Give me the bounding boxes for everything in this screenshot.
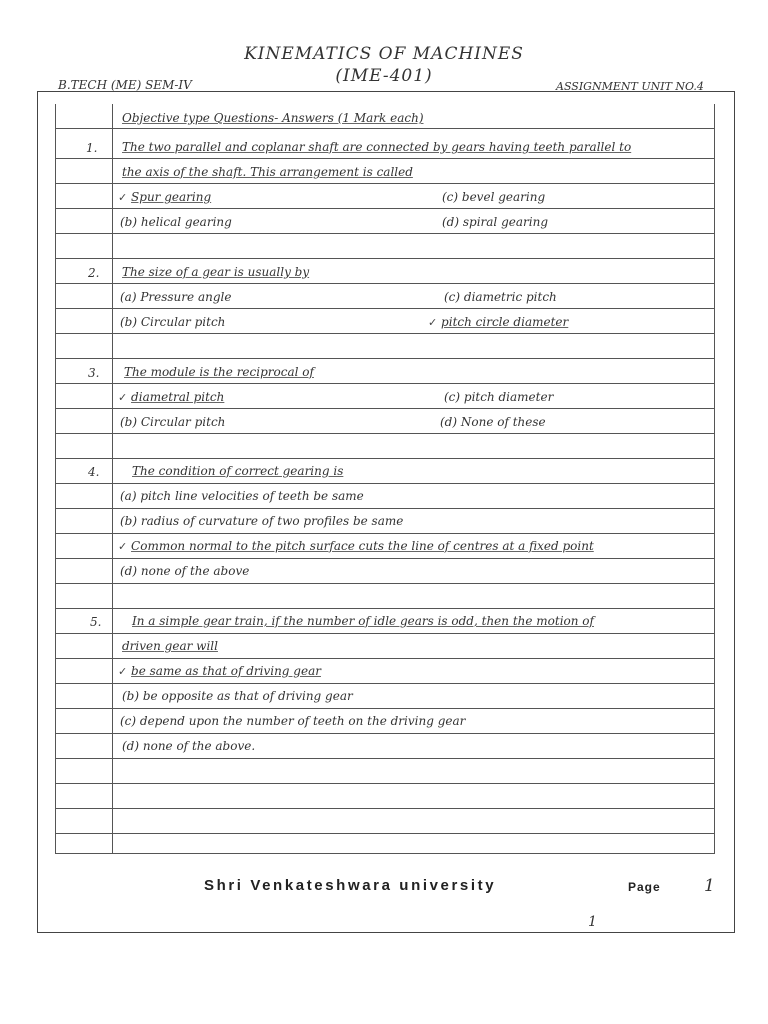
option-a: (a) pitch line velocities of teeth be same	[120, 489, 364, 503]
question-number: 4.	[88, 465, 100, 479]
option-b: (b) radius of curvature of two profiles be same	[120, 514, 404, 528]
rule-line	[55, 683, 715, 684]
question-text-continued: driven gear will	[122, 639, 218, 653]
rule-line	[55, 208, 715, 209]
option-b: (b) Circular pitch	[120, 315, 226, 329]
question-text: The size of a gear is usually by	[122, 265, 310, 279]
option-b: (b) Circular pitch	[120, 415, 226, 429]
option-d-text: pitch circle diameter	[441, 315, 569, 329]
question-text: The two parallel and coplanar shaft are connected by gears having teeth parallel to	[122, 140, 632, 154]
document-title: KINEMATICS OF MACHINES	[244, 44, 524, 64]
rule-line	[55, 258, 715, 259]
rule-line	[55, 128, 715, 129]
tick-mark-icon: ✓	[118, 391, 128, 404]
option-d	[428, 315, 568, 329]
question-text: The condition of correct gearing is	[132, 464, 344, 478]
option-b: (b) be opposite as that of driving gear	[122, 689, 353, 703]
rule-line	[55, 583, 715, 584]
rule-line	[55, 733, 715, 734]
page-label: Page	[628, 880, 661, 894]
rule-line	[55, 433, 715, 434]
rule-line	[55, 158, 715, 159]
rule-line	[55, 183, 715, 184]
rule-line	[55, 758, 715, 759]
option-a	[118, 190, 211, 204]
tick-mark-icon: ✓	[118, 665, 128, 678]
rule-line	[55, 608, 715, 609]
option-d: (d) spiral gearing	[442, 215, 549, 229]
rule-line	[55, 558, 715, 559]
assignment-unit-label: ASSIGNMENT UNIT NO.4	[556, 80, 704, 93]
question-number: 2.	[88, 266, 100, 280]
margin-line	[112, 104, 113, 854]
rule-line	[55, 533, 715, 534]
rule-line	[55, 408, 715, 409]
option-a	[118, 390, 224, 404]
option-c: (c) depend upon the number of teeth on the driving gear	[120, 714, 466, 728]
option-c	[118, 539, 594, 553]
rule-line	[55, 383, 715, 384]
option-c: (c) bevel gearing	[442, 190, 546, 204]
rule-line	[55, 633, 715, 634]
option-c-text: Common normal to the pitch surface cuts the line of centres at a fixed point	[131, 539, 594, 553]
tick-mark-icon: ✓	[118, 191, 128, 204]
rule-line	[55, 233, 715, 234]
rule-line	[55, 358, 715, 359]
rule-line	[55, 333, 715, 334]
option-a-text: diametral pitch	[131, 390, 225, 404]
course-code: (IME-401)	[335, 66, 433, 86]
question-number: 5.	[90, 615, 102, 629]
page-number: 1	[704, 876, 715, 896]
option-a: (a) Pressure angle	[120, 290, 232, 304]
option-c: (c) diametric pitch	[444, 290, 557, 304]
option-a	[118, 664, 321, 678]
tick-mark-icon: ✓	[118, 540, 128, 553]
rule-line	[55, 808, 715, 809]
section-heading: Objective type Questions- Answers (1 Mark each)	[122, 111, 424, 125]
question-text: In a simple gear train, if the number of idle gears is odd, then the motion of	[132, 614, 594, 628]
question-text: The module is the reciprocal of	[124, 365, 314, 379]
question-text-continued: the axis of the shaft. This arrangement is called	[122, 165, 413, 179]
rule-line	[55, 658, 715, 659]
rule-line	[55, 708, 715, 709]
option-d: (d) none of the above	[120, 564, 250, 578]
rule-line	[55, 783, 715, 784]
question-number: 3.	[88, 366, 100, 380]
rule-line	[55, 508, 715, 509]
option-c: (c) pitch diameter	[444, 390, 554, 404]
option-a-text: Spur gearing	[131, 190, 212, 204]
rule-line	[55, 308, 715, 309]
option-b: (b) helical gearing	[120, 215, 232, 229]
rule-line	[55, 483, 715, 484]
rule-line	[55, 283, 715, 284]
question-number: 1.	[86, 141, 98, 155]
tick-mark-icon: ✓	[428, 316, 438, 329]
bottom-page-number: 1	[588, 914, 597, 930]
option-a-text: be same as that of driving gear	[131, 664, 321, 678]
rule-line	[55, 458, 715, 459]
course-label: B.TECH (ME) SEM-IV	[58, 78, 192, 92]
rule-line	[55, 833, 715, 834]
university-name: Shri Venkateshwara university	[204, 877, 497, 894]
option-d: (d) None of these	[440, 415, 546, 429]
option-d: (d) none of the above.	[122, 739, 256, 753]
